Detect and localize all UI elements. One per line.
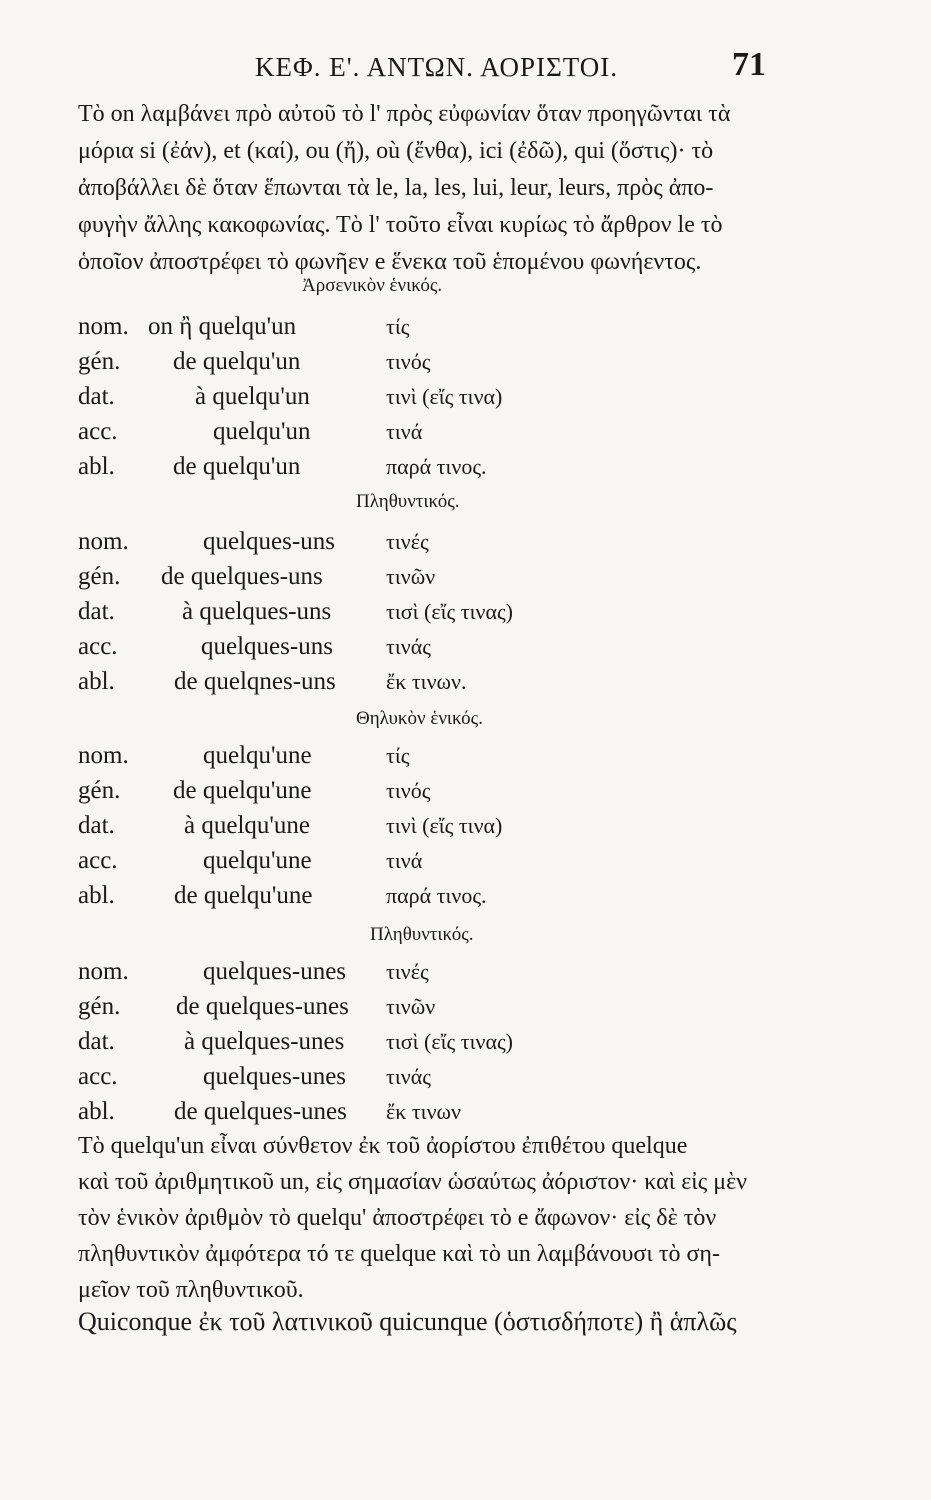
declension-row xyxy=(78,629,790,664)
greek-form: τισὶ (εἴς τινας) xyxy=(386,1029,514,1054)
explanation-paragraph xyxy=(78,1128,790,1308)
greek-form: ἔκ τινων xyxy=(386,1099,461,1124)
french-form: on ἢ quelqu'un xyxy=(148,313,297,340)
declension-table-feminine-plural xyxy=(78,954,790,1129)
declension-row xyxy=(78,1094,790,1129)
paragraph-line: Τὸ quelqu'un εἶναι σύνθετον ἐκ τοῦ ἀορίστου ἐπιθέτου quelque xyxy=(78,1133,688,1159)
case-label: gén. xyxy=(78,993,121,1020)
greek-form: τινές xyxy=(386,959,429,984)
french-form: quelqu'une xyxy=(203,847,312,874)
running-title: ΚΕΦ. Ε'. ΑΝΤΩΝ. ΑΟΡΙΣΤΟΙ. xyxy=(255,52,619,82)
greek-form: ἔκ τινων. xyxy=(386,669,467,694)
greek-form: τινάς xyxy=(386,1064,431,1089)
declension-row xyxy=(78,344,790,379)
case-label: dat. xyxy=(78,598,115,625)
greek-form: τινὶ (εἴς τινα) xyxy=(386,813,503,838)
page-header xyxy=(0,46,931,92)
greek-form: τινάς xyxy=(386,634,431,659)
french-form: quelques-uns xyxy=(203,528,335,555)
greek-form: τινός xyxy=(386,349,431,374)
declension-row xyxy=(78,989,790,1024)
case-label: dat. xyxy=(78,812,115,839)
section-heading-masculine-singular: Ἀρσενικὸν ἑνικός. xyxy=(302,275,443,296)
declension-row xyxy=(78,379,790,414)
greek-form: παρά τινος. xyxy=(386,883,487,908)
french-form: de quelqu'une xyxy=(174,882,313,909)
french-form: à quelques-uns xyxy=(182,598,332,625)
paragraph-line: ὁποῖον ἀποστρέφει τὸ φωνῆεν e ἕνεκα τοῦ ἑπομένου φωνήεντος. xyxy=(78,249,702,275)
case-label: acc. xyxy=(78,418,118,445)
section-heading-feminine-plural: Πληθυντικός. xyxy=(370,924,474,945)
intro-paragraph xyxy=(78,96,790,281)
continuation-line: Quiconque ἐκ τοῦ λατινικοῦ quicunque (ὁστισδήποτε) ἢ ἁπλῶς xyxy=(78,1307,737,1336)
greek-form: παρά τινος. xyxy=(386,454,487,479)
declension-row xyxy=(78,449,790,484)
paragraph-line: τὸν ἑνικὸν ἀριθμὸν τὸ quelqu' ἀποστρέφει τὸ e ἄφωνον· εἰς δὲ τὸν xyxy=(78,1205,717,1231)
page-number: 71 xyxy=(732,46,766,83)
declension-row xyxy=(78,808,790,843)
declension-row xyxy=(78,309,790,344)
case-label: nom. xyxy=(78,742,129,769)
greek-form: τίς xyxy=(386,743,410,768)
section-heading-feminine-singular: Θηλυκὸν ἑνικός. xyxy=(356,708,483,729)
case-label: dat. xyxy=(78,383,115,410)
french-form: quelques-unes xyxy=(203,1063,347,1090)
declension-row xyxy=(78,878,790,913)
declension-row xyxy=(78,559,790,594)
french-form: à quelqu'un xyxy=(195,383,310,410)
greek-form: τίς xyxy=(386,314,410,339)
french-form: de quelqu'un xyxy=(173,453,301,480)
french-form: de quelqu'une xyxy=(173,777,312,804)
case-label: dat. xyxy=(78,1028,115,1055)
french-form: quelques-uns xyxy=(201,633,333,660)
declension-table-masculine-singular xyxy=(78,309,790,484)
paragraph-line: καὶ τοῦ ἀριθμητικοῦ un, εἰς σημασίαν ὡσαύτως ἀόριστον· καὶ εἰς μὲν xyxy=(78,1169,748,1195)
greek-form: τινά xyxy=(386,419,423,444)
declension-row xyxy=(78,594,790,629)
french-form: quelqu'une xyxy=(203,742,312,769)
case-label: abl. xyxy=(78,1098,115,1125)
french-form: à quelques-unes xyxy=(184,1028,345,1055)
case-label: nom. xyxy=(78,958,129,985)
declension-row xyxy=(78,1024,790,1059)
declension-row xyxy=(78,524,790,559)
declension-row xyxy=(78,414,790,449)
paragraph-line: πληθυντικὸν ἀμφότερα τό τε quelque καὶ τὸ un λαμβάνουσι τὸ ση- xyxy=(78,1241,720,1267)
case-label: acc. xyxy=(78,847,118,874)
case-label: gén. xyxy=(78,348,121,375)
declension-row xyxy=(78,954,790,989)
case-label: nom. xyxy=(78,313,129,340)
case-label: abl. xyxy=(78,453,115,480)
paragraph-line: Τὸ on λαμβάνει πρὸ αὐτοῦ τὸ l' πρὸς εὐφωνίαν ὅταν προηγῶνται τὰ xyxy=(78,101,731,127)
declension-row xyxy=(78,738,790,773)
greek-form: τινὶ (εἴς τινα) xyxy=(386,384,503,409)
french-form: à quelqu'une xyxy=(184,812,310,839)
declension-row xyxy=(78,1059,790,1094)
french-form: quelqu'un xyxy=(213,418,311,445)
french-form: de quelqu'un xyxy=(173,348,301,375)
greek-form: τινά xyxy=(386,848,423,873)
declension-table-feminine-singular xyxy=(78,738,790,913)
paragraph-line: ἀποβάλλει δὲ ὅταν ἕπωνται τὰ le, la, les, lui, leur, leurs, πρὸς ἀπο- xyxy=(78,175,714,201)
greek-form: τινῶν xyxy=(386,564,436,589)
greek-form: τινές xyxy=(386,529,429,554)
case-label: abl. xyxy=(78,668,115,695)
french-form: de quelques-unes xyxy=(176,993,349,1020)
case-label: acc. xyxy=(78,1063,118,1090)
greek-form: τινός xyxy=(386,778,431,803)
case-label: nom. xyxy=(78,528,129,555)
declension-table-masculine-plural xyxy=(78,524,790,699)
paragraph-line: φυγὴν ἄλλης κακοφωνίας. Τὸ l' τοῦτο εἶναι κυρίως τὸ ἄρθρον le τὸ xyxy=(78,212,723,238)
french-form: de quelques-uns xyxy=(161,563,323,590)
declension-row xyxy=(78,773,790,808)
case-label: acc. xyxy=(78,633,118,660)
french-form: de quelques-unes xyxy=(174,1098,347,1125)
paragraph-line: μόρια si (ἐάν), et (καί), ou (ἤ), où (ἔνθα), ici (ἐδῶ), qui (ὅστις)· τὸ xyxy=(78,138,714,164)
section-heading-masculine-plural: Πληθυντικός. xyxy=(356,491,460,512)
greek-form: τισὶ (εἴς τινας) xyxy=(386,599,514,624)
case-label: gén. xyxy=(78,777,121,804)
french-form: de quelqnes-uns xyxy=(174,668,336,695)
case-label: gén. xyxy=(78,563,121,590)
declension-row xyxy=(78,664,790,699)
greek-form: τινῶν xyxy=(386,994,436,1019)
declension-row xyxy=(78,843,790,878)
paragraph-line: μεῖον τοῦ πληθυντικοῦ. xyxy=(78,1277,304,1303)
case-label: abl. xyxy=(78,882,115,909)
french-form: quelques-unes xyxy=(203,958,347,985)
